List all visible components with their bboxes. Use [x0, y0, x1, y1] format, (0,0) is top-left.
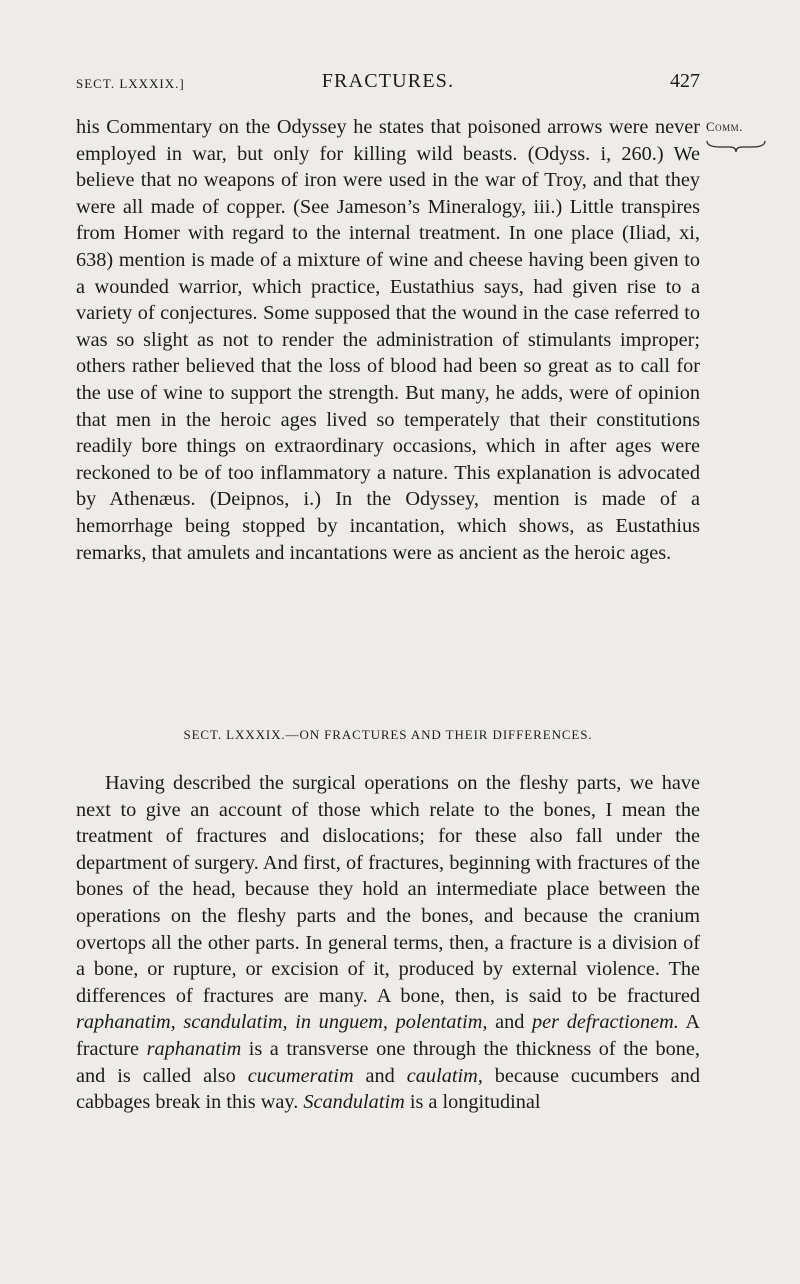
text-run: is a longitudinal — [404, 1091, 541, 1114]
text-run: because cucumbers and cabbages break in this way. — [76, 1064, 700, 1114]
italic-term: cucumeratim — [247, 1064, 354, 1087]
paragraph-commentary: his Commentary on the Odyssey he states that poisoned arrows were never employed in war, but only for killing wild beasts. (Odyss. i, 260.) We believe that no weapons of iron were used in the war of Troy, and that they were all made of copper. (See Jameson’s Mineralogy, iii.) Little transpires from Homer with regard to the internal treatment. In one place (Iliad, xi, 638) mention is made of a mixture of wine and cheese having been given to a wounded warrior, which practice, Eustathius says, had given rise to a variety of conjectures. Some supposed that the wound in the case referred to was so slight as not to render the administration of stimulants improper; others rather believed that the loss of blood had been so great as to call for the use of wine to support the strength. But many, he adds, were of opinion that men in the heroic ages lived so temperately that their constitutions readily bore things on extraordinary occasions, which in after ages were reckoned to be of too inflammatory a nature. This explanation is advocated by Athenæus. (Deipnos, i.) In the Odyssey, mention is made of a hemorrhage being stopped by incantation, which shows, as Eustathius remarks, that amulets and incantations were as ancient as the heroic ages. — [76, 116, 700, 564]
italic-term: Scandulatim — [303, 1091, 405, 1114]
margin-note: Comm. — [706, 119, 743, 134]
text-run: is a transverse one through the thickness of the bone, and is called also — [76, 1037, 700, 1087]
italic-term: per defractionem. — [532, 1011, 679, 1034]
text-run: Having described the surgical operations on the fleshy parts, we have next to give an account of those which relate to the bones, I mean the treatment of fractures and dislocations; for these also fall under the department of surgery. And first, of fractures, beginning with fractures of the bones of the head, because they hold an intermediate place between the operations on the fleshy parts and the bones, and because the cranium overtops all the other parts. In general terms, then, a fracture is a division of a bone, or rupture, or excision of it, produced by external violence. The differences of fractures are many. A bone, then, is said to be fractured — [76, 772, 700, 1007]
running-header — [76, 68, 700, 98]
header-title: FRACTURES. — [321, 70, 455, 92]
header-section-label: SECT. LXXXIX.] — [76, 76, 185, 91]
text-run: and — [353, 1064, 407, 1087]
italic-term: raphanatim — [146, 1037, 242, 1060]
italic-term: raphanatim, scandulatim, in unguem, polentatim, — [76, 1011, 488, 1034]
text-run: and — [487, 1011, 533, 1034]
italic-term: caulatim, — [406, 1064, 483, 1087]
page-number: 427 — [670, 70, 700, 92]
paragraph-fractures — [76, 770, 700, 1116]
text-run: A fracture — [76, 1011, 700, 1060]
brace-icon — [706, 139, 766, 153]
section-heading: SECT. LXXXIX.—ON FRACTURES AND THEIR DIFFERENCES. — [183, 727, 593, 742]
